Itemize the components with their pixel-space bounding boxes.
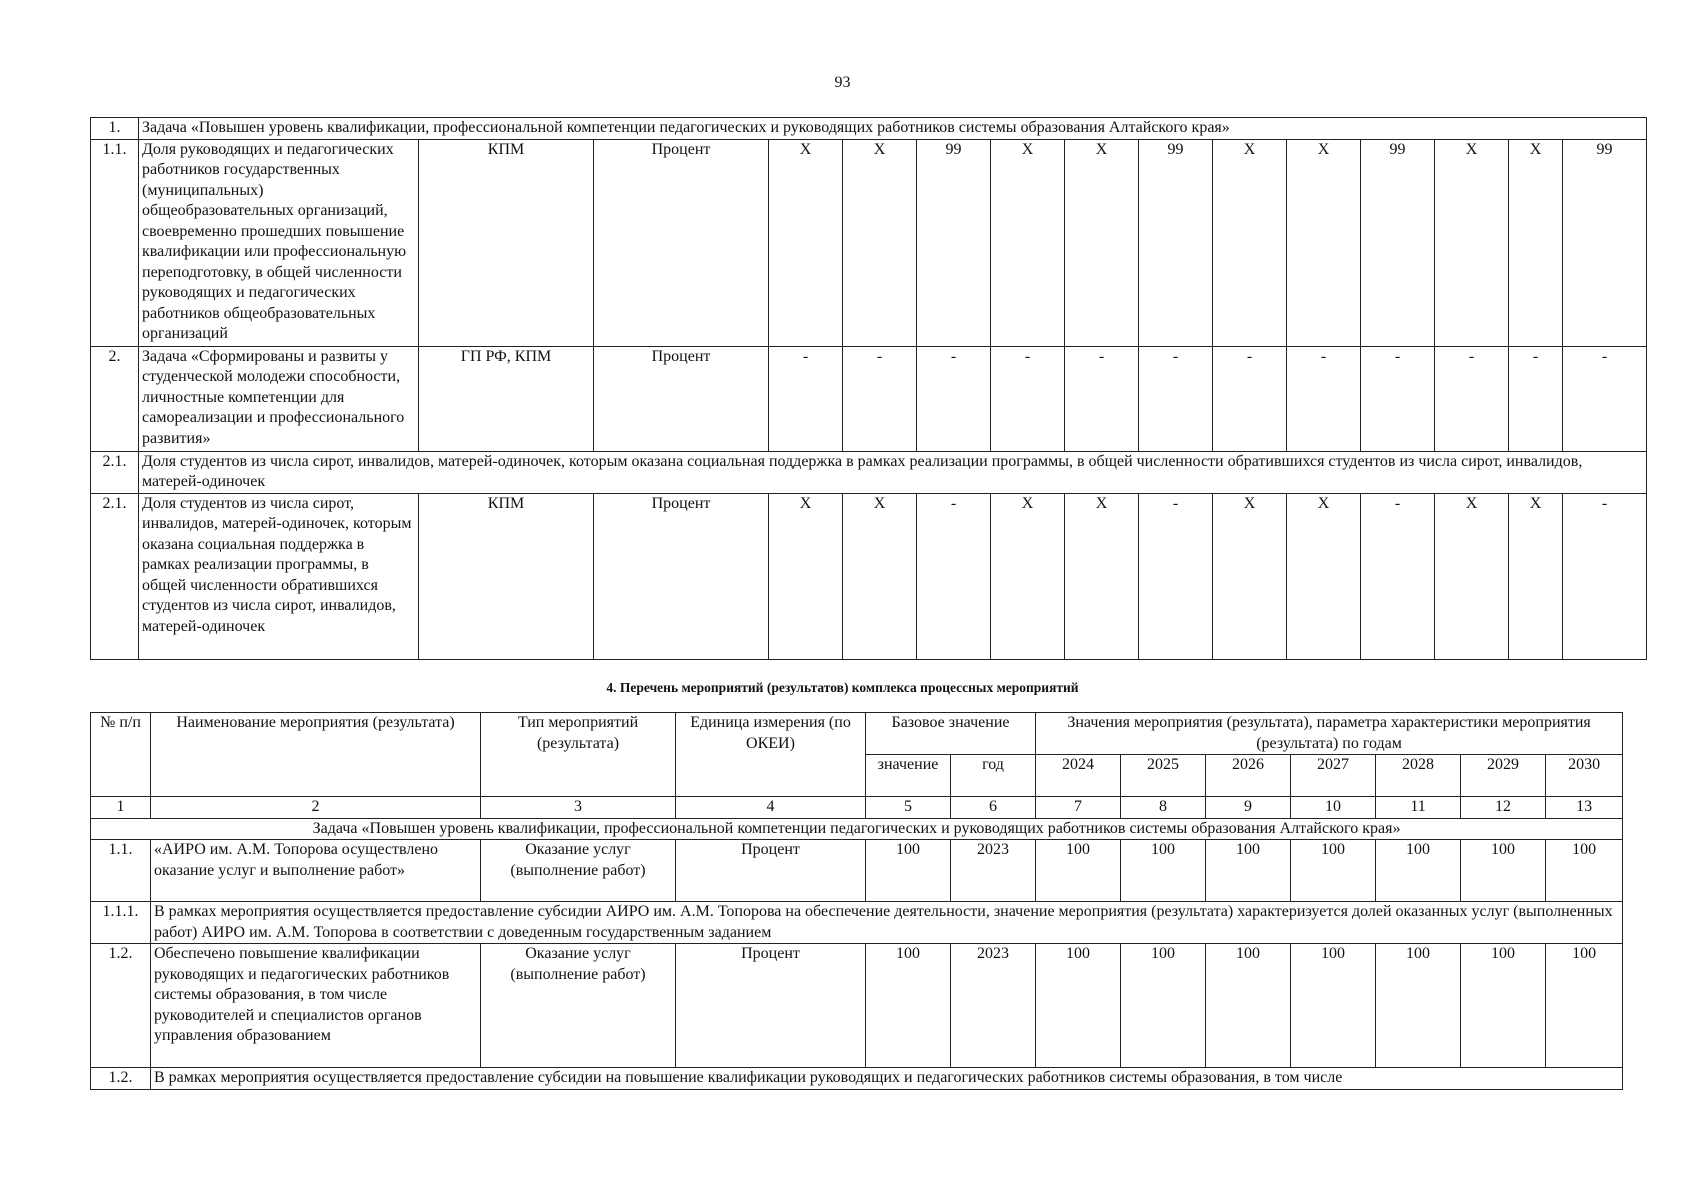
value-cell: 100 [1036,840,1121,902]
value-cell: 99 [1139,139,1213,346]
indicator-name: Задача «Сформированы и развиты у студенческой молодежи способности, личностные компетенции для самореализации и профессионального развития» [139,346,419,451]
value-cell: X [1213,139,1287,346]
value-cell: X [991,493,1065,659]
table-row [91,1068,1623,1090]
header-year: 2025 [1121,755,1206,797]
value-cell: 100 [1121,840,1206,902]
value-cell: X [1287,139,1361,346]
header-year: 2028 [1376,755,1461,797]
value-cell: - [991,346,1065,451]
row-number: 2. [91,346,139,451]
header-year: 2027 [1291,755,1376,797]
column-number: 5 [866,797,951,819]
value-cell: X [843,139,917,346]
column-number: 10 [1291,797,1376,819]
value-cell: 100 [1036,944,1121,1068]
row-number: 1.1. [91,840,151,902]
activity-unit: Процент [676,840,866,902]
header-row [91,713,1623,755]
header-year: 2030 [1546,755,1623,797]
value-cell: X [769,139,843,346]
header-type: Тип мероприятий (результата) [481,713,676,797]
activity-description: В рамках мероприятия осуществляется предоставление субсидии АИРО им. А.М. Топорова на обеспечение деятельности, значение мероприятия (результата) характеризуется долей оказанных услуг (выполненных работ) АИРО им. А.М. Топорова в соответствии с доведенным государственным заданием [151,902,1623,944]
activity-type: Оказание услуг (выполнение работ) [481,944,676,1068]
value-cell: X [1509,493,1563,659]
row-number: 2.1. [91,451,139,493]
value-cell: 100 [1376,840,1461,902]
table-row [91,840,1623,902]
row-number: 1.1. [91,139,139,346]
indicator-name: Доля руководящих и педагогических работников государственных (муниципальных) общеобразовательных организаций, своевременно прошедших повышение квалификации или профессиональную переподготовку, в общей численности руководящих и педагогических работников общеобразовательных организаций [139,139,419,346]
value-cell: 100 [1376,944,1461,1068]
indicator-unit: Процент [594,139,769,346]
indicator-source: ГП РФ, КПМ [419,346,594,451]
header-values-group: Значения мероприятия (результата), параметра характеристики мероприятия (результата) по годам [1036,713,1623,755]
column-number: 6 [951,797,1036,819]
value-cell: - [1287,346,1361,451]
column-number: 13 [1546,797,1623,819]
activity-description: В рамках мероприятия осуществляется предоставление субсидии на повышение квалификации руководящих и педагогических работников системы образования, в том числе [151,1068,1623,1090]
column-number: 8 [1121,797,1206,819]
value-cell: - [769,346,843,451]
column-number: 3 [481,797,676,819]
indicator-source: КПМ [419,493,594,659]
value-cell: 100 [1291,944,1376,1068]
value-cell: X [843,493,917,659]
header-base: Базовое значение [866,713,1036,755]
value-cell: X [1435,139,1509,346]
row-number: 1.1.1. [91,902,151,944]
value-cell: - [1139,346,1213,451]
column-number: 1 [91,797,151,819]
header-base-value: значение [866,755,951,797]
activity-type: Оказание услуг (выполнение работ) [481,840,676,902]
value-cell: 100 [1461,840,1546,902]
value-cell: X [769,493,843,659]
base-value: 100 [866,944,951,1068]
base-year: 2023 [951,840,1036,902]
column-number: 7 [1036,797,1121,819]
indicator-text: Доля студентов из числа сирот, инвалидов, матерей-одиночек, которым оказана социальная поддержка в рамках реализации программы, в общей численности обратившихся студентов из числа сирот, инвалидов, матерей-одиночек [139,451,1647,493]
activity-name: «АИРО им. А.М. Топорова осуществлено оказание услуг и выполнение работ» [151,840,481,902]
value-cell: 100 [1291,840,1376,902]
table-row [91,944,1623,1068]
table-row [91,493,1647,659]
value-cell: - [843,346,917,451]
base-year: 2023 [951,944,1036,1068]
table-row [91,139,1647,346]
value-cell: X [1065,493,1139,659]
value-cell: - [1563,346,1647,451]
value-cell: 100 [1121,944,1206,1068]
value-cell: X [1435,493,1509,659]
value-cell: - [1435,346,1509,451]
value-cell: - [1361,493,1435,659]
header-num: № п/п [91,713,151,797]
value-cell: X [1287,493,1361,659]
indicator-source: КПМ [419,139,594,346]
row-number: 2.1. [91,493,139,659]
column-number: 12 [1461,797,1546,819]
base-value: 100 [866,840,951,902]
indicator-unit: Процент [594,346,769,451]
row-number: 1.2. [91,944,151,1068]
row-number: 1. [91,118,139,140]
header-year: 2024 [1036,755,1121,797]
value-cell: - [1509,346,1563,451]
task-text: Задача «Повышен уровень квалификации, профессиональной компетенции педагогических и руководящих работников системы образования Алтайского края» [91,818,1623,840]
table-row [91,118,1647,140]
value-cell: 100 [1546,944,1623,1068]
column-number: 2 [151,797,481,819]
page-number: 93 [834,74,851,91]
value-cell: 100 [1546,840,1623,902]
value-cell: 100 [1461,944,1546,1068]
value-cell: X [991,139,1065,346]
header-base-year: год [951,755,1036,797]
activity-name: Обеспечено повышение квалификации руководящих и педагогических работников системы образования, в том числе руководителей и специалистов органов управления образованием [151,944,481,1068]
section-title: 4. Перечень мероприятий (результатов) комплекса процессных мероприятий [606,680,1079,695]
column-numbers-row [91,797,1623,819]
value-cell: 100 [1206,840,1291,902]
value-cell: - [917,493,991,659]
header-year: 2026 [1206,755,1291,797]
row-number: 1.2. [91,1068,151,1090]
value-cell: - [1065,346,1139,451]
value-cell: X [1213,493,1287,659]
column-number: 11 [1376,797,1461,819]
column-number: 4 [676,797,866,819]
value-cell: - [1139,493,1213,659]
header-name: Наименование мероприятия (результата) [151,713,481,797]
value-cell: - [1213,346,1287,451]
activities-table [90,712,1623,1090]
indicator-name: Доля студентов из числа сирот, инвалидов, матерей-одиночек, которым оказана социальная поддержка в рамках реализации программы, в общей численности обратившихся студентов из числа сирот, инвалидов, матерей-одиночек [139,493,419,659]
value-cell: X [1509,139,1563,346]
header-unit: Единица измерения (по ОКЕИ) [676,713,866,797]
activity-unit: Процент [676,944,866,1068]
table-row [91,902,1623,944]
value-cell: - [1563,493,1647,659]
header-year: 2029 [1461,755,1546,797]
value-cell: X [1065,139,1139,346]
task-row [91,818,1623,840]
table-row [91,451,1647,493]
value-cell: 99 [1361,139,1435,346]
value-cell: - [1361,346,1435,451]
task-text: Задача «Повышен уровень квалификации, профессиональной компетенции педагогических и руководящих работников системы образования Алтайского края» [139,118,1647,140]
value-cell: 100 [1206,944,1291,1068]
value-cell: - [917,346,991,451]
indicators-table [90,117,1647,660]
value-cell: 99 [917,139,991,346]
indicator-unit: Процент [594,493,769,659]
table-row [91,346,1647,451]
value-cell: 99 [1563,139,1647,346]
column-number: 9 [1206,797,1291,819]
